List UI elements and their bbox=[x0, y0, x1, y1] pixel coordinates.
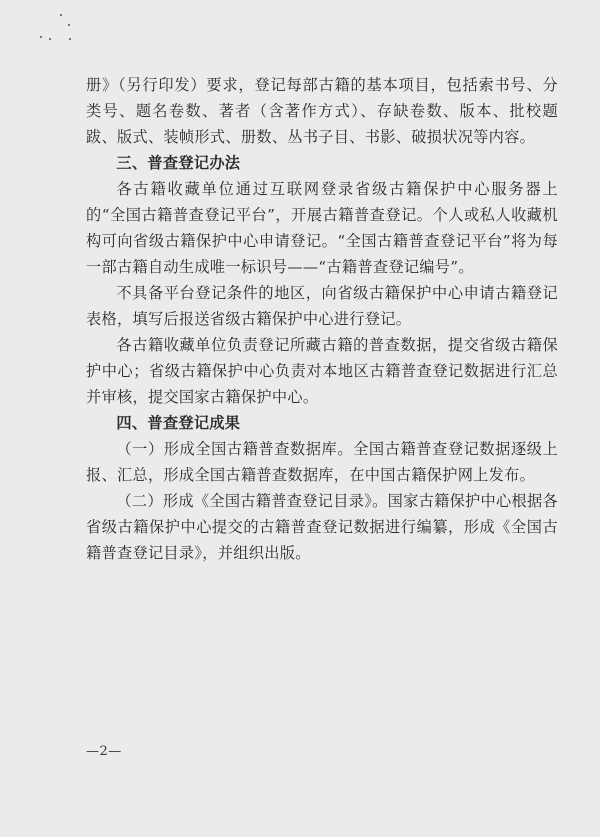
section-heading-3: 三、普查登记办法 bbox=[116, 154, 241, 172]
paragraph-outcome-database: （一）形成全国古籍普查数据库。全国古籍普查登记数据逐级上报、汇总，形成全国古籍普查数据库，在中国古籍保护网上发布。 bbox=[86, 440, 558, 484]
page-number: —2— bbox=[86, 744, 122, 759]
scan-speck bbox=[49, 38, 51, 40]
scan-speck bbox=[68, 24, 70, 26]
paragraph-no-platform: 不具备平台登记条件的地区，向省级古籍保护中心申请古籍登记表格，填写后报送省级古籍保护中心进行登记。 bbox=[86, 284, 558, 328]
body-text bbox=[86, 72, 558, 566]
scan-speck bbox=[69, 38, 71, 40]
scan-speck bbox=[40, 36, 42, 38]
paragraph-outcome-catalog: （二）形成《全国古籍普查登记目录》。国家古籍保护中心根据各省级古籍保护中心提交的古籍普查登记数据进行编纂，形成《全国古籍普查登记目录》，并组织出版。 bbox=[86, 492, 558, 562]
paragraph-responsibilities: 各古籍收藏单位负责登记所藏古籍的普查数据，提交省级古籍保护中心；省级古籍保护中心负责对本地区古籍普查登记数据进行汇总并审核，提交国家古籍保护中心。 bbox=[86, 336, 558, 406]
paragraph-item-list: 册》（另行印发）要求，登记每部古籍的基本项目，包括索书号、分类号、题名卷数、著者（含著作方式）、存缺卷数、版本、批校题跋、版式、装帧形式、册数、丛书子目、书影、破损状况等内容。 bbox=[86, 76, 558, 146]
scan-speck bbox=[60, 14, 62, 16]
paragraph-registration-platform: 各古籍收藏单位通过互联网登录省级古籍保护中心服务器上的“全国古籍普查登记平台”，开展古籍普查登记。个人或私人收藏机构可向省级古籍保护中心申请登记。“全国古籍普查登记平台”将为每一部古籍自动生成唯一标识号——“古籍普查登记编号”。 bbox=[86, 180, 558, 276]
section-heading-4: 四、普查登记成果 bbox=[116, 414, 241, 432]
